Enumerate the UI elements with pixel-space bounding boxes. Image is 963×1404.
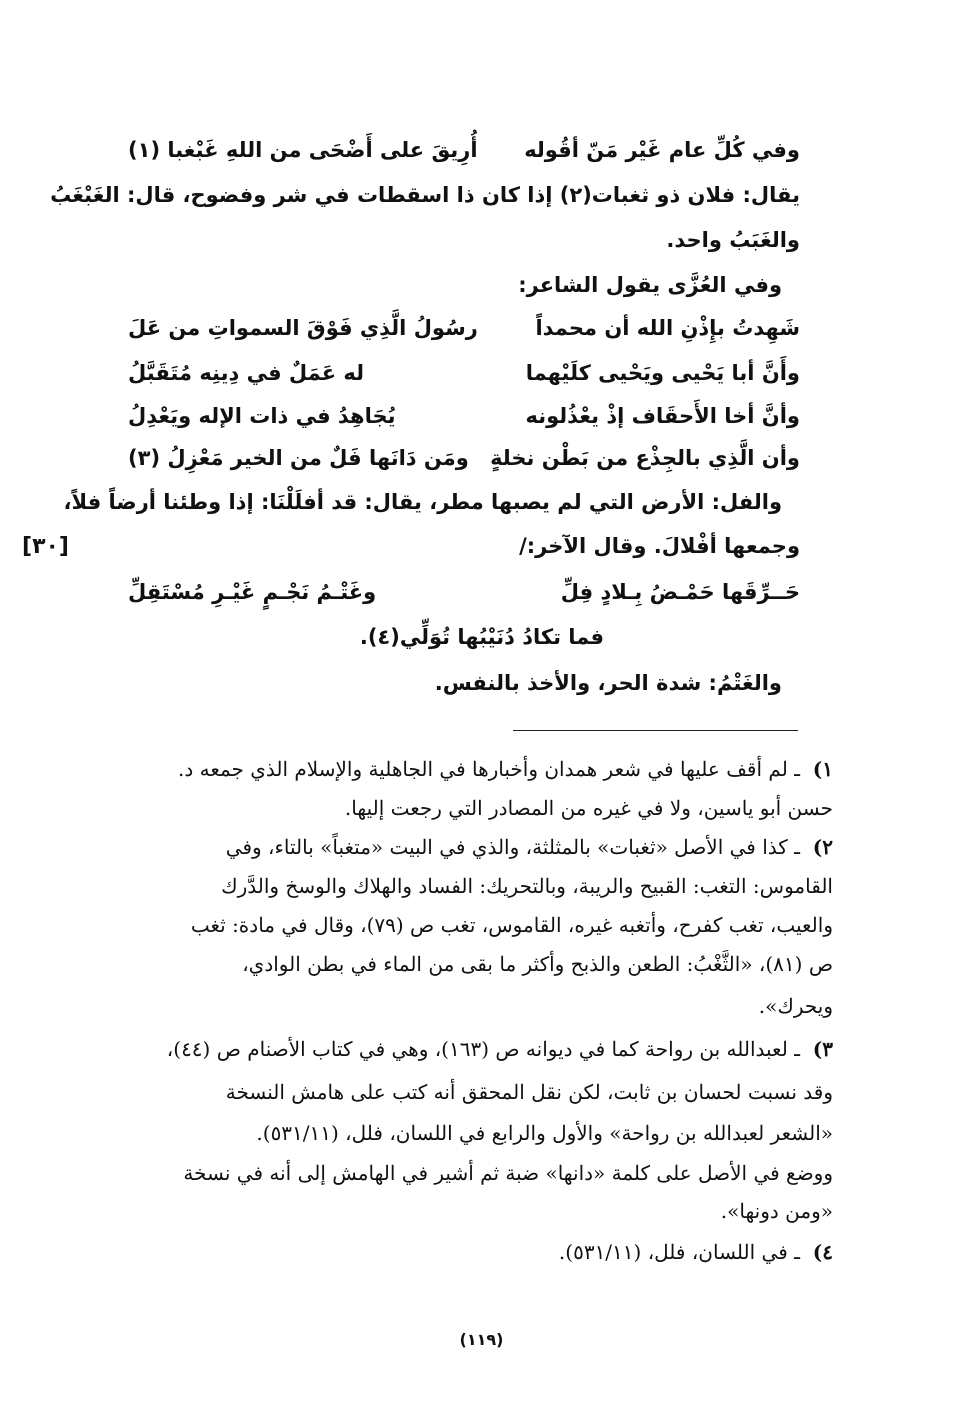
poem-verse bbox=[128, 361, 800, 385]
paragraph-line: وجمعها أفْلالَ. وقال الآخر:/ bbox=[519, 534, 800, 558]
verse-hemistich-right: وفي كُلِّ عام غَيْر مَنّ أقُوله bbox=[524, 138, 800, 162]
footnote-line: «الشعر لعبدالله بن رواحة» والأول والرابع في اللسان، فلل، (٥٣١/١١). bbox=[256, 1121, 833, 1145]
page-number: (١١٩) bbox=[459, 1330, 504, 1349]
footnote-line: ص (٨١)، «الثَّغْبُ: الطعن والذبح وأكثر ما بقى من الماء في بطن الوادي، bbox=[242, 952, 833, 976]
verse-line bbox=[128, 580, 800, 604]
footnote-text: ـ لعبدالله بن رواحة كما في ديوانه ص (١٦٣)، وهي في كتاب الأصنام ص (٤٤)، bbox=[166, 1037, 800, 1061]
verse-hemistich-left: له عَمَلٌ في دِينِه مُتَقَبَّلُ bbox=[128, 361, 365, 385]
footnote-number: ٣) bbox=[812, 1037, 833, 1061]
footnote-line: والعيب، تغب كفرح، وأتغبه غيره، القاموس، تغب ص (٧٩)، وقال في مادة: ثغب bbox=[190, 913, 833, 937]
footnote-line bbox=[128, 1240, 833, 1264]
footnote-text: ـ لم أقف عليها في شعر همدان وأخبارها في الجاهلية والإسلام الذي جمعه د. bbox=[177, 757, 800, 781]
verse-hemistich-left: رسُولُ الَّذِي فَوْقَ السمواتِ من عَلَ bbox=[128, 316, 478, 340]
verse-hemistich-right: حَــرِّقَها حَمْـضُ بِـلادٍ فِلِّ bbox=[560, 580, 800, 604]
verse-hemistich-left: ومَن دَانَها فَلٌ من الخير مَعْزِلُ (٣) bbox=[128, 446, 469, 470]
paragraph-line: والفل: الأرض التي لم يصبها مطر، يقال: قد أفلَلْنَا: إذا وطئنا أرضاً فلاً، bbox=[63, 490, 782, 514]
footnote-number: ٢) bbox=[812, 835, 833, 859]
verse-hemistich-right: شَهِدتُ بإِذْنِ الله أن محمداً bbox=[535, 316, 800, 340]
footnote-line bbox=[128, 835, 833, 859]
footnote-line: حسن أبو ياسين، ولا في غيره من المصادر التي رجعت إليها. bbox=[344, 796, 833, 820]
verse-continuation: فما تكادُ دُنَيْبُها تُوَلِّي(٤). bbox=[359, 625, 604, 649]
poem-verse bbox=[128, 446, 800, 470]
poem-intro: وفي العُزَّى يقول الشاعر: bbox=[518, 273, 782, 297]
verse-hemistich-left: يُجَاهِدُ في ذات الإله ويَعْدِلُ bbox=[128, 404, 396, 428]
poem-verse bbox=[128, 316, 800, 340]
verse-hemistich-left: أُرِيقَ على أَضْحَى من اللهِ غَبْغبا (١) bbox=[128, 138, 478, 162]
footnote-text: ـ كذا في الأصل «ثغبات» بالمثلثة، والذي في البيت «متغباً» بالتاء، وفي bbox=[225, 835, 800, 859]
verse-hemistich-right: وأنَّ أخا الأَحقَاف إذْ يعْذُلونه bbox=[525, 404, 800, 428]
footnote-line: ويحرك». bbox=[758, 994, 833, 1018]
poem-verse bbox=[128, 404, 800, 428]
verse-hemistich-left: وغَتْـمُ نَجْـمٍ غَيْـرِ مُسْتَقِلِّ bbox=[128, 580, 377, 604]
verse-hemistich-right: وأن الَّذِي بالجِذْع من بَطْن نخلةٍ bbox=[490, 446, 800, 470]
footnote-line: ووضع في الأصل على كلمة «دانها» ضبة ثم أشير في الهامش إلى أنه في نسخة bbox=[183, 1161, 833, 1185]
verse-line bbox=[128, 138, 800, 162]
footnote-line: وقد نسبت لحسان بن ثابت، لكن نقل المحقق أنه كتب على هامش النسخة bbox=[225, 1080, 833, 1104]
footnote-number: ٤) bbox=[812, 1240, 833, 1264]
footnote-divider bbox=[513, 730, 798, 731]
margin-page-reference: [٣٠] bbox=[22, 534, 69, 559]
paragraph-line: والغَتْمُ: شدة الحر، والأخذ بالنفس. bbox=[434, 671, 782, 695]
paragraph-line: والغَبَبُ واحد. bbox=[666, 228, 800, 252]
footnote-line bbox=[128, 1037, 833, 1061]
footnote-line: القاموس: التغب: القبيح والريبة، وبالتحريك: الفساد والهلاك والوسخ والدَّرك bbox=[221, 874, 833, 898]
paragraph-line: يقال: فلان ذو ثغبات(٢) إذا كان ذا اسقطات في شر وفضوح، قال: الغَبْغَبُ bbox=[50, 183, 800, 207]
footnote-text: ـ في اللسان، فلل، (٥٣١/١١). bbox=[558, 1240, 800, 1264]
footnote-line bbox=[128, 757, 833, 781]
verse-hemistich-right: وأَنَّ أبا يَحْيى ويَحْيى كلَيْهما bbox=[525, 361, 800, 385]
footnote-line: «ومن دونها». bbox=[720, 1199, 833, 1223]
footnote-number: ١) bbox=[812, 757, 833, 781]
